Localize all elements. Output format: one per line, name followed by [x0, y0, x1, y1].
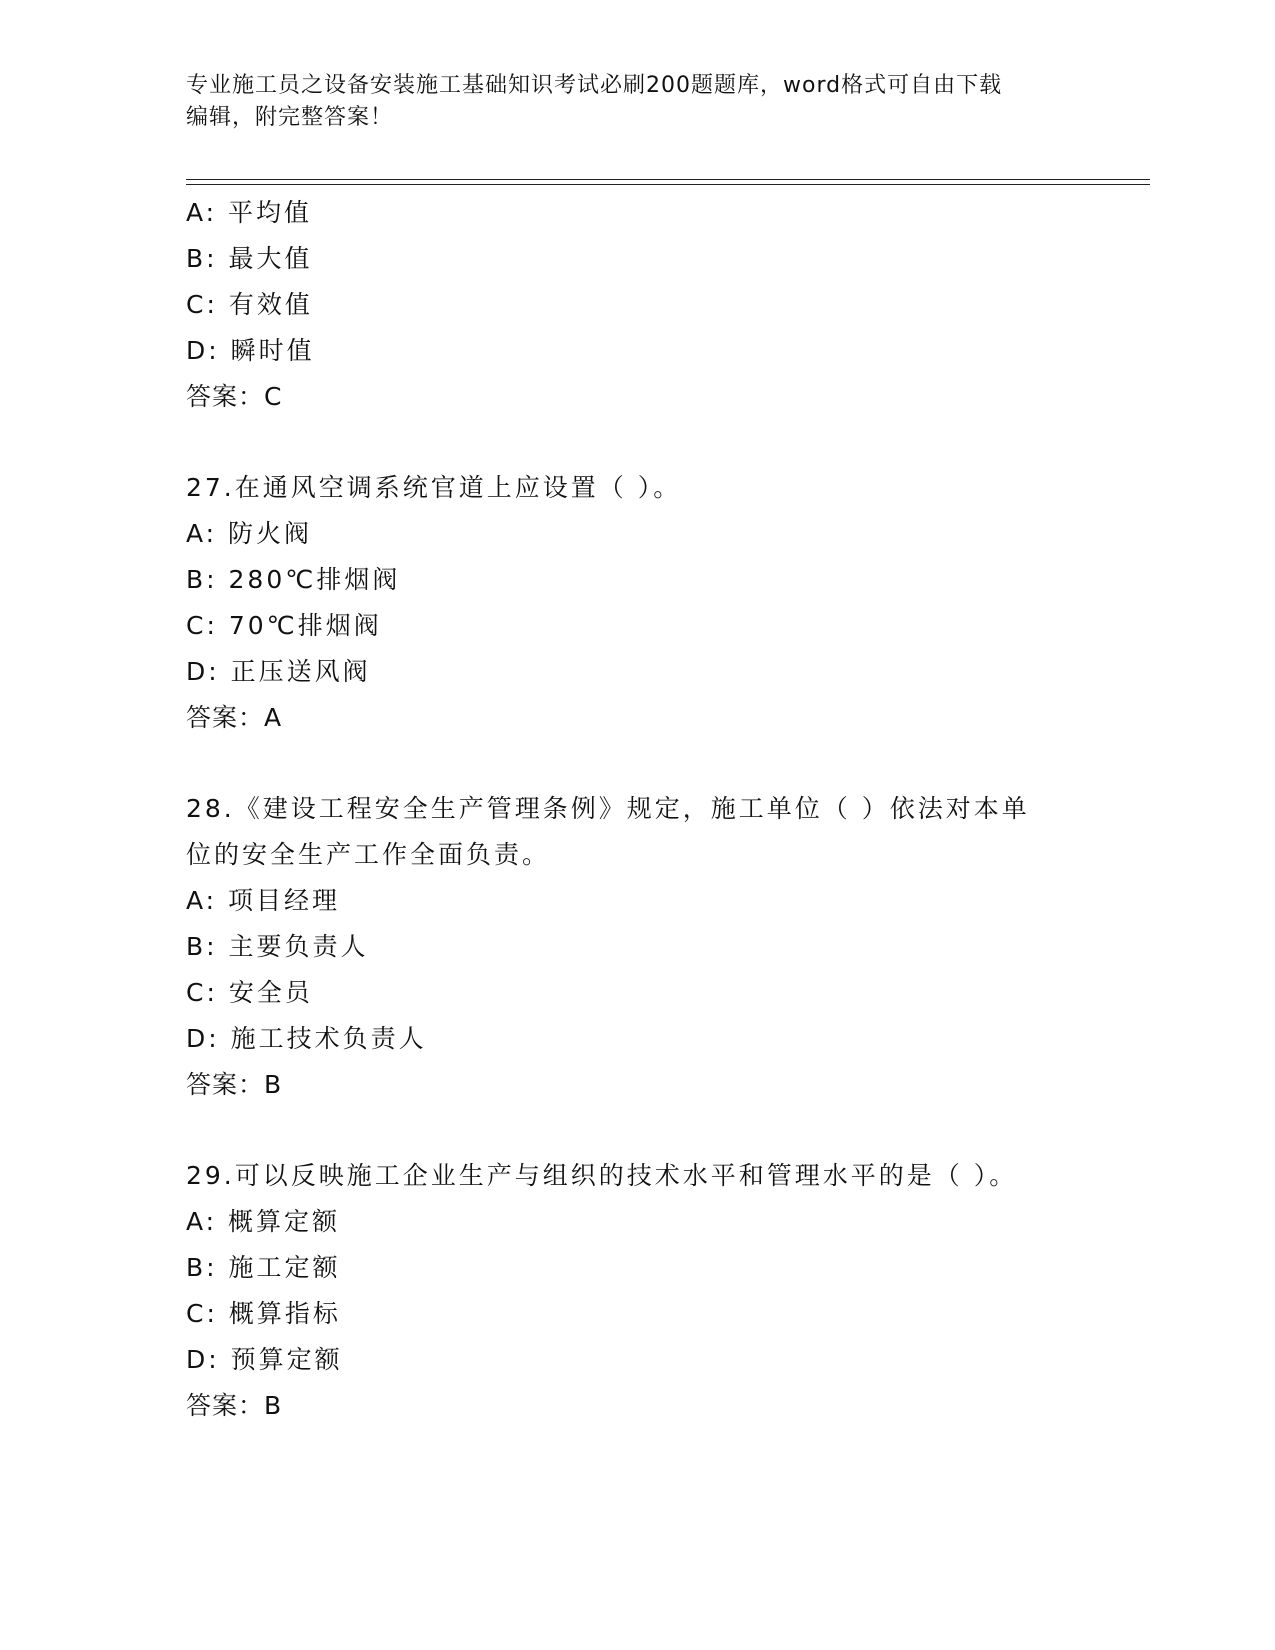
option-a: A: 平均值 — [186, 198, 313, 227]
question-list — [186, 190, 1086, 1429]
answer-line: 答案：A — [186, 703, 283, 732]
header-divider-top — [186, 179, 1150, 180]
question-block-27 — [186, 465, 1086, 741]
option-a: A: 项目经理 — [186, 886, 341, 915]
question-block-28 — [186, 786, 1086, 1108]
answer-line: 答案：C — [186, 382, 283, 411]
document-title — [186, 70, 1066, 134]
option-d: D: 预算定额 — [186, 1345, 343, 1374]
option-c: C: 安全员 — [186, 978, 313, 1007]
option-a: A: 防火阀 — [186, 519, 313, 548]
option-b: B: 280℃排烟阀 — [186, 565, 401, 594]
block-spacer — [186, 741, 1086, 786]
option-b: B: 主要负责人 — [186, 932, 369, 961]
option-d: D: 瞬时值 — [186, 336, 315, 365]
option-c: C: 概算指标 — [186, 1299, 341, 1328]
answer-line: 答案：B — [186, 1391, 283, 1420]
option-b: B: 最大值 — [186, 244, 313, 273]
option-d: D: 正压送风阀 — [186, 657, 371, 686]
question-text-line-1: 28.《建设工程安全生产管理条例》规定，施工单位（ ）依法对本单 — [186, 794, 1030, 823]
question-text: 29.可以反映施工企业生产与组织的技术水平和管理水平的是（ ）。 — [186, 1161, 1018, 1190]
option-c: C: 70℃排烟阀 — [186, 611, 382, 640]
block-spacer — [186, 420, 1086, 465]
question-text: 27.在通风空调系统官道上应设置（ ）。 — [186, 473, 682, 502]
question-text-line-2: 位的安全生产工作全面负责。 — [186, 840, 551, 869]
option-b: B: 施工定额 — [186, 1253, 341, 1282]
answer-line: 答案：B — [186, 1070, 283, 1099]
option-d: D: 施工技术负责人 — [186, 1024, 427, 1053]
header-divider-bottom — [186, 184, 1150, 185]
block-spacer — [186, 1108, 1086, 1153]
option-a: A: 概算定额 — [186, 1207, 341, 1236]
question-block-prev — [186, 190, 1086, 420]
option-c: C: 有效值 — [186, 290, 313, 319]
question-block-29 — [186, 1153, 1086, 1429]
document-title-line-1: 专业施工员之设备安装施工基础知识考试必刷200题题库，word格式可自由下载 — [186, 73, 1003, 98]
document-title-line-2: 编辑，附完整答案！ — [186, 105, 394, 130]
